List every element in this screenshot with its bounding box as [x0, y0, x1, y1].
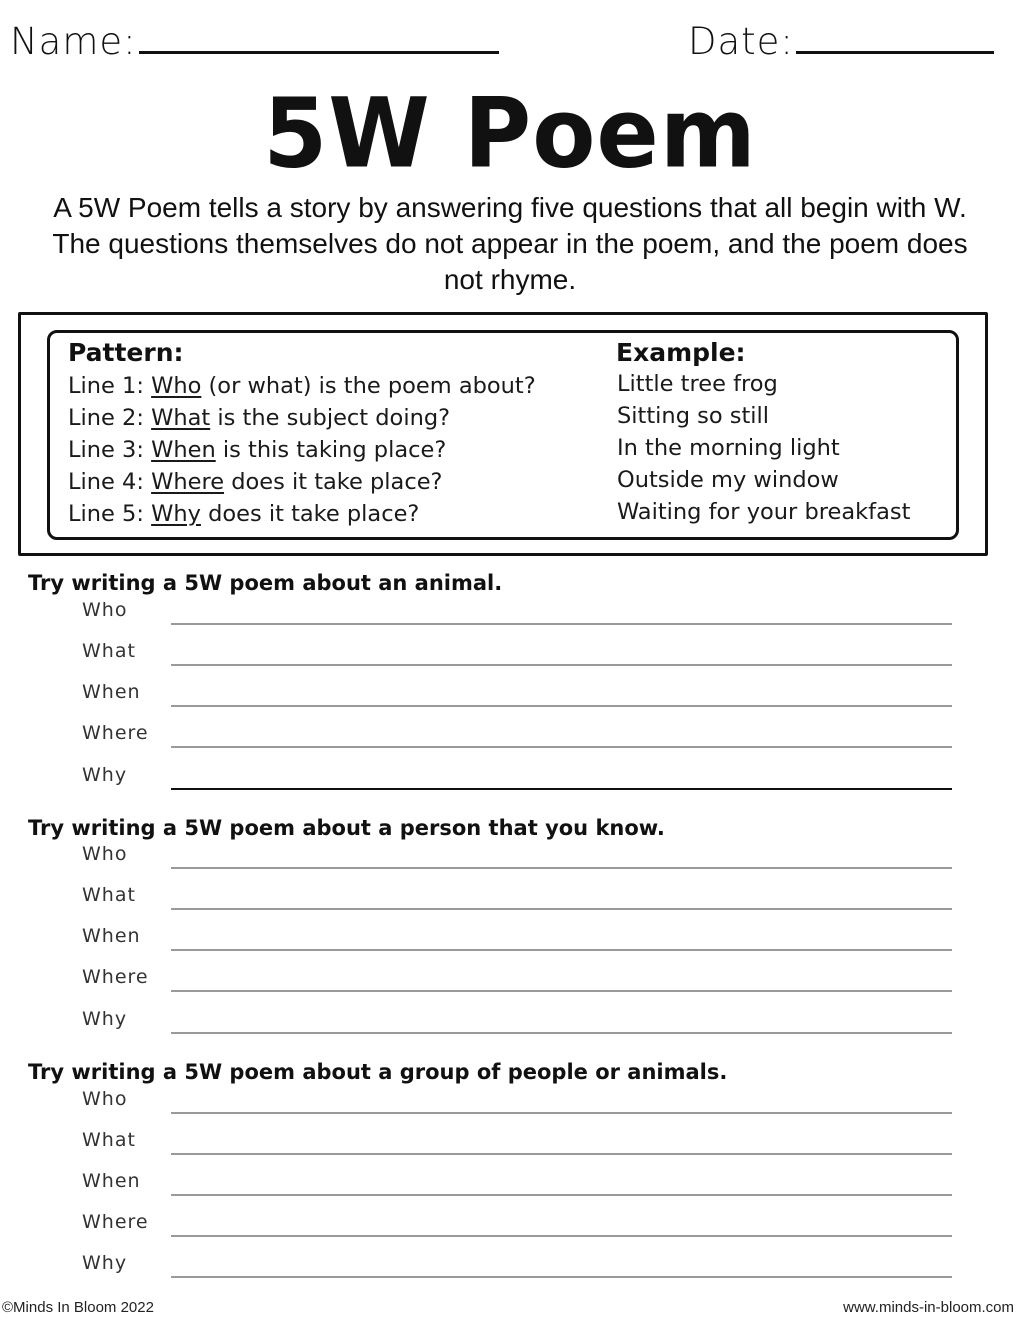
row-label: When: [82, 681, 141, 703]
section-3-when-row[interactable]: [82, 1155, 952, 1196]
line-prefix: Line 5:: [68, 501, 152, 527]
pattern-line-1: [68, 370, 536, 402]
line-prefix: Line 2:: [68, 405, 152, 431]
page-title: 5W Poem: [263, 77, 757, 190]
line-keyword: When: [151, 437, 216, 463]
section-1-why-row[interactable]: [82, 749, 952, 790]
row-label: When: [82, 925, 141, 947]
section-3-why-row[interactable]: [82, 1237, 952, 1278]
row-label: Who: [82, 1088, 128, 1110]
row-label: What: [82, 640, 136, 662]
example-line-5: Waiting for your breakfast: [617, 499, 911, 525]
line-rest: (or what) is the poem about?: [201, 373, 536, 399]
writing-line[interactable]: [171, 1032, 952, 1034]
pattern-heading: Pattern:: [68, 338, 184, 367]
name-label: Name:: [10, 20, 137, 63]
section-1-where-row[interactable]: [82, 707, 952, 748]
row-label: What: [82, 884, 136, 906]
row-label: Where: [82, 1211, 149, 1233]
row-label: Where: [82, 966, 149, 988]
row-label: Where: [82, 722, 149, 744]
example-line-2: Sitting so still: [617, 403, 770, 429]
line-rest: does it take place?: [224, 469, 443, 495]
line-keyword: Who: [151, 373, 202, 399]
pattern-line-5: [68, 498, 536, 530]
pattern-line-2: [68, 402, 536, 434]
row-label: Why: [82, 1252, 128, 1274]
line-keyword: What: [151, 405, 211, 431]
row-label: Why: [82, 764, 128, 786]
section-1-when-row[interactable]: [82, 666, 952, 707]
section-2-prompt: Try writing a 5W poem about a person that you know.: [28, 816, 665, 840]
footer-website: www.minds-in-bloom.com: [843, 1299, 1014, 1316]
section-1-prompt: Try writing a 5W poem about an animal.: [28, 571, 503, 595]
pattern-list: [68, 370, 536, 530]
row-label: What: [82, 1129, 136, 1151]
name-blank-line[interactable]: [139, 47, 499, 54]
writing-line[interactable]: [171, 1276, 952, 1278]
pattern-line-4: [68, 466, 536, 498]
line-keyword: Where: [151, 469, 225, 495]
line-prefix: Line 3:: [68, 437, 152, 463]
section-2-who-row[interactable]: [82, 828, 952, 869]
section-2-when-row[interactable]: [82, 910, 952, 951]
row-label: Why: [82, 1008, 128, 1030]
line-keyword: Why: [151, 501, 201, 527]
date-field[interactable]: [688, 20, 994, 63]
row-label: Who: [82, 599, 128, 621]
line-rest: is this taking place?: [215, 437, 447, 463]
example-line-3: In the morning light: [617, 435, 840, 461]
footer-copyright: ©Minds In Bloom 2022: [2, 1299, 154, 1316]
name-field[interactable]: [10, 20, 499, 63]
example-line-4: Outside my window: [617, 467, 839, 493]
line-rest: is the subject doing?: [210, 405, 451, 431]
writing-line[interactable]: [171, 990, 952, 992]
line-prefix: Line 1:: [68, 373, 152, 399]
section-1-what-row[interactable]: [82, 625, 952, 666]
row-label: Who: [82, 843, 128, 865]
date-blank-line[interactable]: [796, 47, 994, 54]
section-2-why-row[interactable]: [82, 993, 952, 1034]
writing-line[interactable]: [171, 788, 952, 790]
row-label: When: [82, 1170, 141, 1192]
example-list: [617, 368, 910, 528]
example-heading: Example:: [616, 338, 746, 367]
date-label: Date:: [688, 20, 794, 63]
section-3-who-row[interactable]: [82, 1073, 952, 1114]
pattern-line-3: [68, 434, 536, 466]
intro-paragraph: A 5W Poem tells a story by answering five questions that all begin with W. The questions themselves do not appear in the poem, and the poem does not rhyme.: [52, 192, 968, 295]
writing-line[interactable]: [171, 746, 952, 748]
section-3-where-row[interactable]: [82, 1196, 952, 1237]
section-1-who-row[interactable]: [82, 584, 952, 625]
line-rest: does it take place?: [200, 501, 420, 527]
section-2-what-row[interactable]: [82, 869, 952, 910]
section-2-where-row[interactable]: [82, 951, 952, 992]
example-line-1: Little tree frog: [617, 371, 778, 397]
line-prefix: Line 4:: [68, 469, 152, 495]
section-3-what-row[interactable]: [82, 1114, 952, 1155]
section-3-prompt: Try writing a 5W poem about a group of people or animals.: [28, 1060, 728, 1084]
